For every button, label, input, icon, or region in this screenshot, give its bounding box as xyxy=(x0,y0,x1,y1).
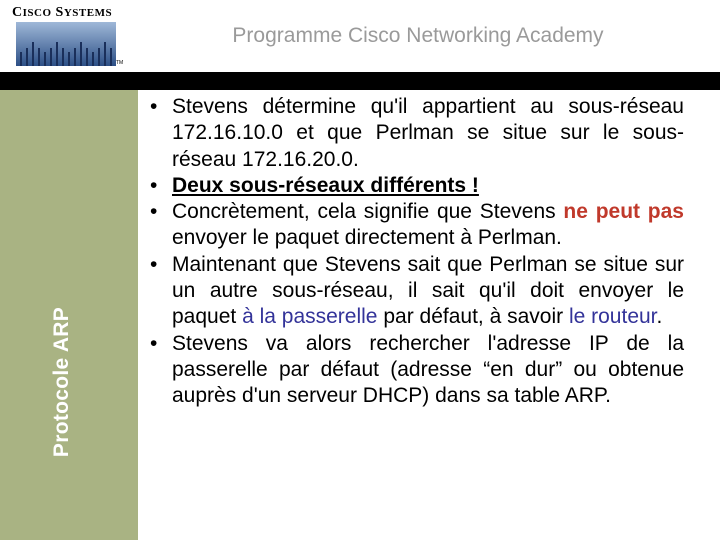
bullet-text: Maintenant que Stevens sait que Perlman se situe sur un autre sous-réseau, il sait qu'il doit envoyer le paquet xyxy=(172,252,684,329)
bullet-text: envoyer le paquet directement à Perlman. xyxy=(172,226,562,250)
bullet-text: Stevens détermine qu'il appartient au sous-réseau 172.16.10.0 et que Perlman se situe sur le sous-réseau 172.16.20.0. xyxy=(172,95,684,171)
bullet-item xyxy=(144,252,684,331)
bullet-item xyxy=(144,94,684,173)
cisco-logo xyxy=(12,6,124,66)
bullet-marker: • xyxy=(150,173,158,197)
bullet-text-emphasis: Deux sous-réseaux différents ! xyxy=(172,173,479,197)
bullet-marker: • xyxy=(150,331,158,355)
header-divider-bar xyxy=(0,72,720,90)
bullet-text: par défaut, à savoir xyxy=(377,305,569,329)
bullet-text: . xyxy=(656,305,663,329)
bullet-item xyxy=(144,173,684,199)
bullet-marker: • xyxy=(150,252,158,276)
bullet-list xyxy=(144,94,684,410)
cisco-bridge-icon xyxy=(16,22,124,66)
cisco-wordmark: CISCO SYSTEMS xyxy=(12,5,113,20)
highlight-text: ne peut pas xyxy=(563,200,684,224)
bullet-marker: • xyxy=(150,200,158,224)
bullet-text: Stevens va alors rechercher l'adresse IP de la passerelle par défaut (adresse “en dur” ou obtenue auprès d'un serveur DHCP) dans sa table ARP. xyxy=(172,331,684,408)
slide-content xyxy=(144,94,684,410)
bullet-item xyxy=(144,331,684,410)
highlight-text-gateway: à la passerelle xyxy=(242,305,378,329)
bullet-text: Concrètement, cela signifie que Stevens xyxy=(172,200,564,224)
bullet-marker: • xyxy=(150,95,158,118)
sidebar xyxy=(0,90,138,540)
highlight-text-router: le routeur xyxy=(568,305,657,329)
bullet-item xyxy=(144,199,684,252)
page-header-title: Programme Cisco Networking Academy xyxy=(232,24,604,47)
sidebar-title: Protocole ARP xyxy=(50,306,73,458)
trademark-mark: TM xyxy=(116,60,124,66)
